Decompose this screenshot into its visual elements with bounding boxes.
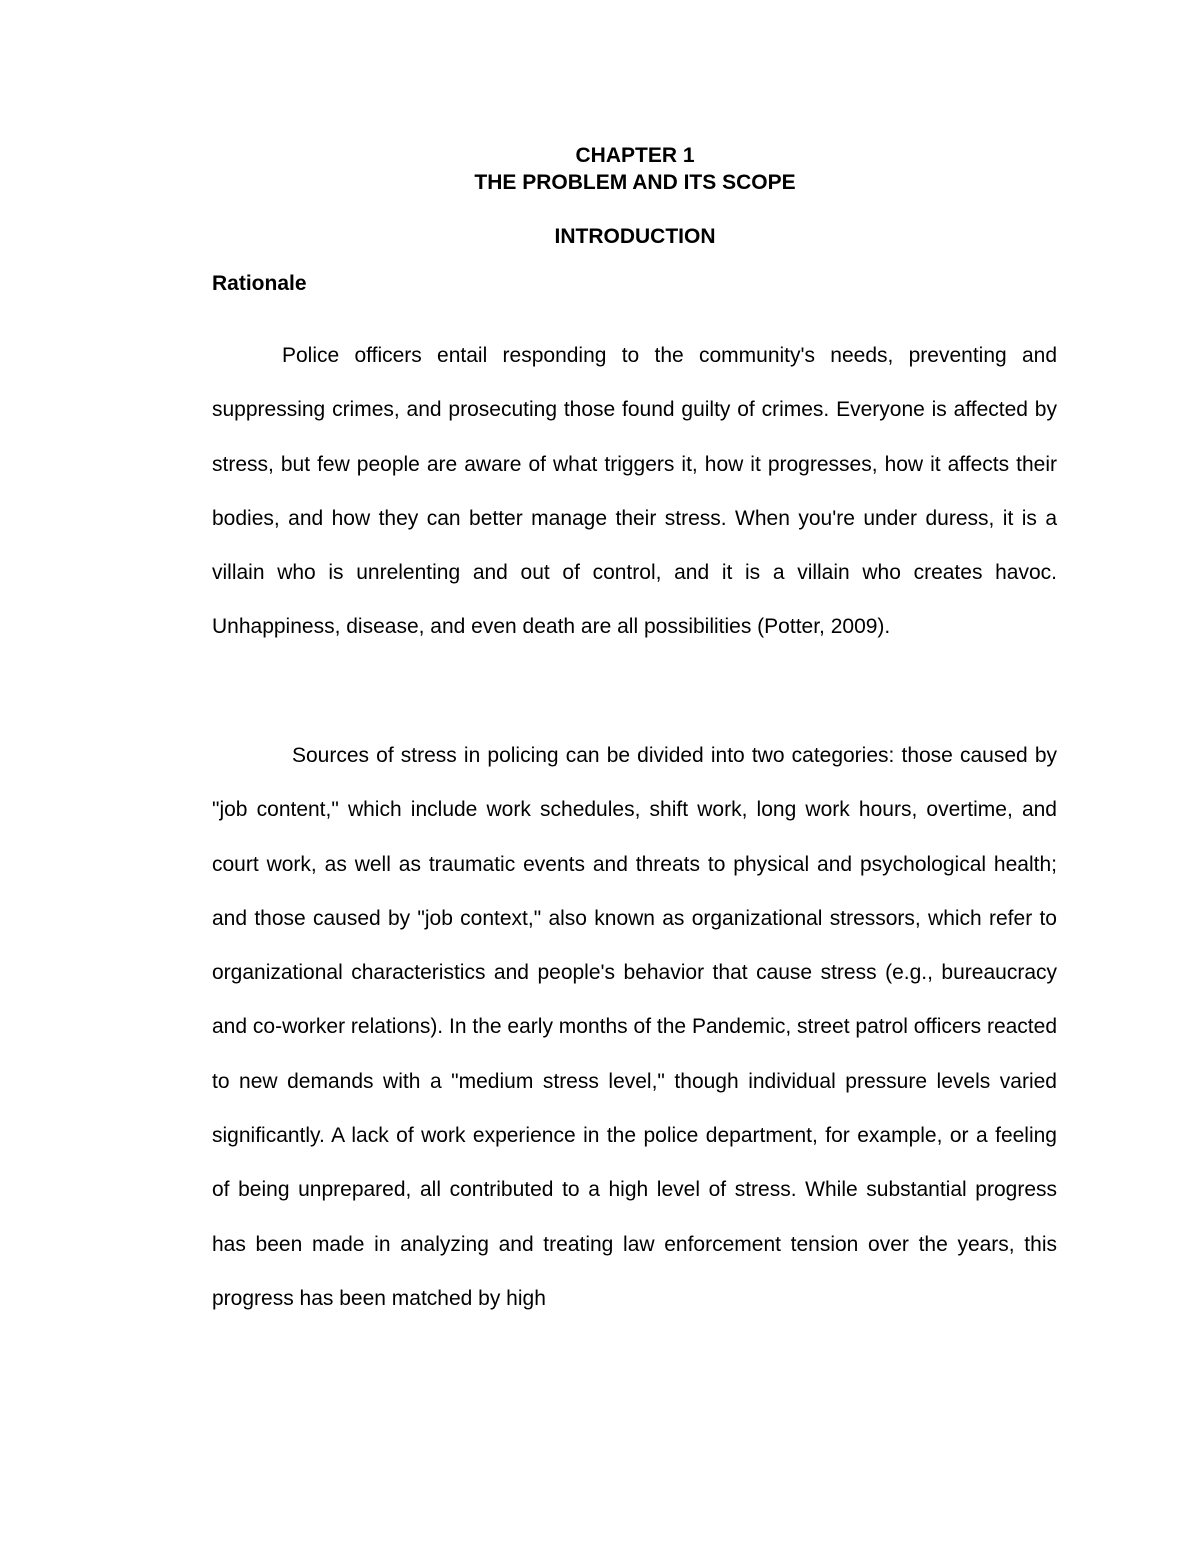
section-heading-introduction: INTRODUCTION — [554, 225, 716, 248]
chapter-number: CHAPTER 1 — [575, 144, 695, 167]
chapter-title: THE PROBLEM AND ITS SCOPE — [474, 171, 796, 194]
subsection-heading-rationale: Rationale — [212, 272, 307, 295]
body-paragraph: Sources of stress in policing can be divided into two categories: those caused by "job content," which include work schedules, shift work, long work hours, overtime, and court work, as well as traumatic events and threats to physical and psychological health; and those caused by "job context," also known as organizational stressors, which refer to organizational characteristics and people's behavior that cause stress (e.g., bureaucracy and co-worker relations). In the early months of the Pandemic, street patrol officers reacted to new demands with a "medium stress level," though individual pressure levels varied significantly. A lack of work experience in the police department, for example, or a feeling of being unprepared, all contributed to a high level of stress. While substantial progress has been made in analyzing and treating law enforcement tension over the years, this progress has been matched by high — [212, 744, 1057, 1310]
body-paragraph: Police officers entail responding to the community's needs, preventing and suppressing crimes, and prosecuting those found guilty of crimes. Everyone is affected by stress, but few people are aware of what triggers it, how it progresses, how it affects their bodies, and how they can better manage their stress. When you're under duress, it is a villain who is unrelenting and out of control, and it is a villain who creates havoc. Unhappiness, disease, and even death are all possibilities (Potter, 2009). — [212, 344, 1057, 639]
